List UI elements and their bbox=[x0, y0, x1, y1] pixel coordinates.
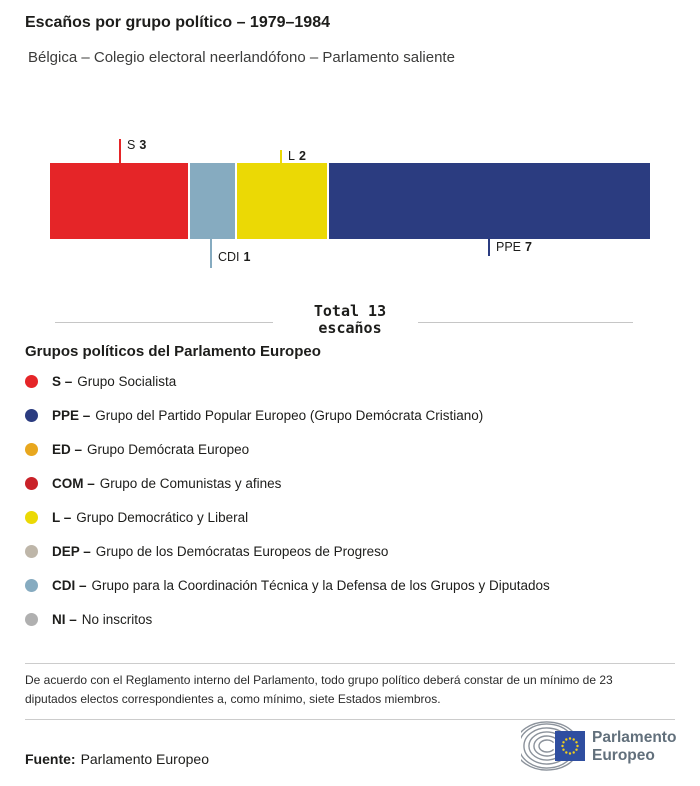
legend-dot-icon bbox=[25, 409, 38, 422]
total-divider-left bbox=[55, 322, 273, 323]
callout-tick-s bbox=[119, 139, 121, 164]
legend-label: L – Grupo Democrático y Liberal bbox=[52, 509, 249, 525]
legend-dot-icon bbox=[25, 579, 38, 592]
stacked-seat-bar bbox=[50, 163, 650, 239]
legend-dot-icon bbox=[25, 613, 38, 626]
callout-label-s bbox=[127, 138, 146, 152]
logo-wordmark bbox=[592, 729, 676, 765]
segment-abbr: CDI bbox=[218, 250, 240, 264]
legend-item-ed bbox=[25, 432, 685, 466]
callout-tick-ppe bbox=[488, 238, 490, 256]
legend-item-ppe bbox=[25, 398, 685, 432]
source-line bbox=[25, 751, 209, 767]
segment-abbr: L bbox=[288, 149, 295, 163]
segment-seats: 3 bbox=[139, 138, 147, 152]
total-seats-label bbox=[260, 303, 440, 337]
page-subtitle: Bélgica – Colegio electoral neerlandófono – Parlamento saliente bbox=[28, 49, 455, 66]
legend-heading: Grupos políticos del Parlamento Europeo bbox=[25, 343, 321, 360]
footnote-text: De acuerdo con el Reglamento interno del Parlamento, todo grupo político deberá constar de un mínimo de 23 diputados electos correspondientes a, como mínimo, siete Estados miembros. bbox=[25, 673, 613, 706]
callout-label-cdi bbox=[218, 250, 250, 264]
legend-item-s bbox=[25, 364, 685, 398]
bar-segment-l bbox=[235, 163, 327, 239]
legend-label: S – Grupo Socialista bbox=[52, 373, 177, 389]
total-divider-right bbox=[418, 322, 633, 323]
legend-item-dep bbox=[25, 534, 685, 568]
footnote-divider-bottom bbox=[25, 719, 675, 720]
legend-item-ni bbox=[25, 602, 685, 636]
legend-item-l bbox=[25, 500, 685, 534]
segment-seats: 2 bbox=[298, 149, 306, 163]
legend-label: CDI – Grupo para la Coordinación Técnica y la Defensa de los Grupos y Diputados bbox=[52, 577, 550, 593]
segment-seats: 7 bbox=[525, 240, 532, 254]
legend-label: COM – Grupo de Comunistas y afines bbox=[52, 475, 282, 491]
legend-dot-icon bbox=[25, 511, 38, 524]
legend-dot-icon bbox=[25, 375, 38, 388]
segment-abbr: PPE bbox=[496, 240, 522, 254]
callout-label-l bbox=[288, 149, 306, 163]
source-label: Fuente: bbox=[25, 751, 76, 767]
legend-list bbox=[25, 364, 685, 636]
callout-tick-cdi bbox=[210, 239, 212, 268]
page-title: Escaños por grupo político – 1979–1984 bbox=[25, 14, 330, 31]
callout-label-ppe bbox=[496, 240, 532, 254]
legend-item-com bbox=[25, 466, 685, 500]
legend-dot-icon bbox=[25, 443, 38, 456]
total-line1: Total 13 bbox=[313, 302, 387, 320]
bar-segment-cdi bbox=[188, 163, 234, 239]
bar-segment-ppe bbox=[327, 163, 650, 239]
footnote-divider-top bbox=[25, 663, 675, 664]
legend-dot-icon bbox=[25, 477, 38, 490]
total-line2: escaños bbox=[318, 319, 382, 337]
callout-tick-l bbox=[280, 150, 282, 164]
legend-label: DEP – Grupo de los Demócratas Europeos de Progreso bbox=[52, 543, 389, 559]
source-value: Parlamento Europeo bbox=[80, 751, 209, 767]
logo-line2: Europeo bbox=[592, 747, 655, 764]
segment-abbr: S bbox=[127, 138, 136, 152]
legend-dot-icon bbox=[25, 545, 38, 558]
segment-seats: 1 bbox=[243, 250, 251, 264]
legend-label: ED – Grupo Demócrata Europeo bbox=[52, 441, 250, 457]
bar-segment-s bbox=[50, 163, 188, 239]
logo-line1: Parlamento bbox=[592, 729, 677, 746]
legend-label: PPE – Grupo del Partido Popular Europeo (Grupo Demócrata Cristiano) bbox=[52, 407, 484, 423]
legend-item-cdi bbox=[25, 568, 685, 602]
legend-label: NI – No inscritos bbox=[52, 611, 153, 627]
european-parliament-logo-icon bbox=[521, 721, 587, 771]
